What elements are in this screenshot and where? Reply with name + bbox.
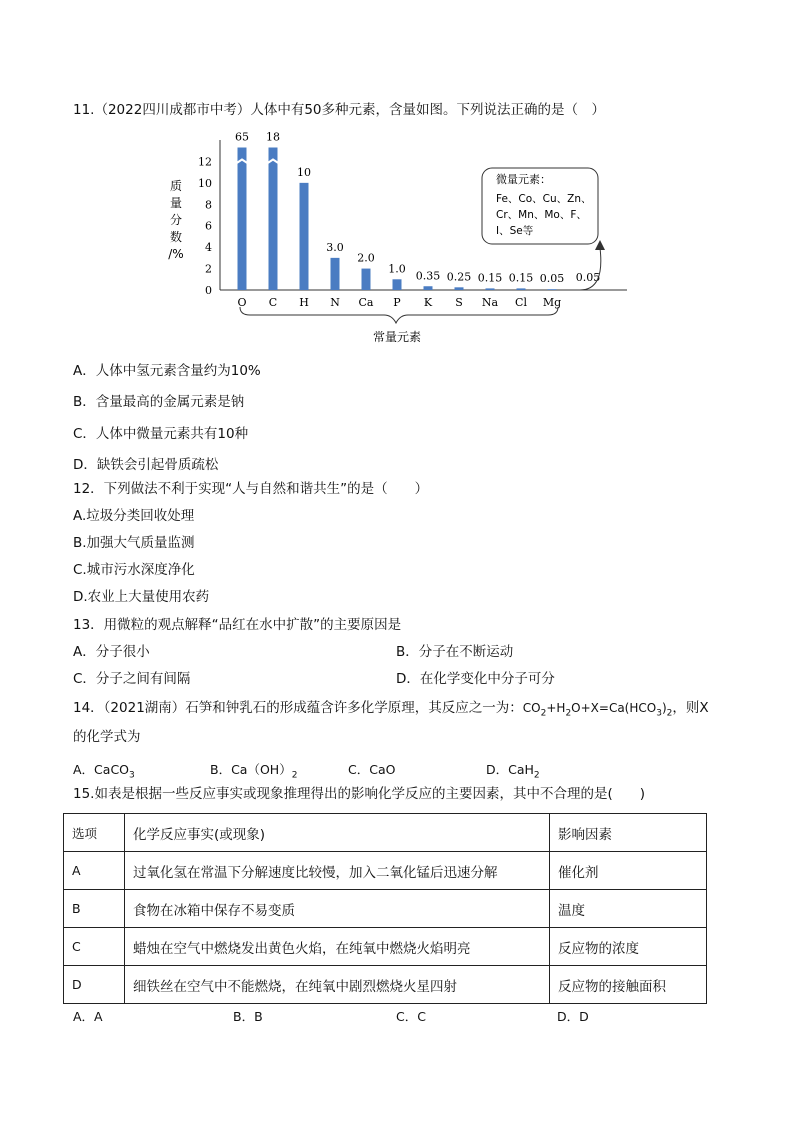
- extra-data-label: 0.05: [575, 271, 601, 284]
- y-tick-label-5: 10: [198, 176, 212, 190]
- q13-stem: 13．用微粒的观点解释“品红在水中扩散”的主要原因是: [73, 617, 402, 633]
- q15-table: [63, 813, 707, 1004]
- table-header-row: [64, 814, 707, 852]
- bar-S: [455, 287, 464, 290]
- q15-option-d: D．D: [557, 1009, 589, 1024]
- element-content-chart: [160, 130, 640, 350]
- bar-Na: [486, 288, 495, 290]
- bar-O: [238, 148, 247, 291]
- q12-option-c: C.城市污水深度净化: [73, 562, 195, 578]
- callout-arrow-icon: [595, 240, 605, 250]
- q14-stem-post: ，则X: [672, 700, 709, 716]
- data-label-K: 0.35: [415, 269, 441, 283]
- table-row: [64, 928, 707, 966]
- eq-part: ): [661, 701, 667, 715]
- x-tick-label-N: N: [330, 296, 340, 309]
- q14-option-a-text: A．CaCO: [73, 762, 130, 777]
- bar-C: [269, 148, 278, 291]
- eq-sub: 2: [565, 708, 572, 719]
- data-label-Na: 0.15: [477, 271, 503, 285]
- cell-option: B: [64, 890, 125, 928]
- x-tick-label-Ca: Ca: [358, 296, 374, 309]
- y-label-char-2: 分: [169, 213, 183, 227]
- x-tick-label-K: K: [423, 296, 433, 309]
- cell-factor: 反应物的接触面积: [550, 966, 707, 1004]
- bar-H: [300, 183, 309, 290]
- cell-option: A: [64, 852, 125, 890]
- cell-factor: 反应物的浓度: [550, 928, 707, 966]
- q11-option-d: D．缺铁会引起骨质疏松: [73, 457, 219, 473]
- cell-fact: 蜡烛在空气中燃烧发出黄色火焰，在纯氧中燃烧火焰明亮: [125, 928, 550, 966]
- cell-option: D: [64, 966, 125, 1004]
- y-tick-label-3: 6: [205, 219, 212, 233]
- bar-Mg: [548, 289, 557, 290]
- x-tick-label-P: P: [393, 296, 401, 309]
- q14-equation: [522, 701, 673, 719]
- bar-Cl: [517, 288, 526, 290]
- q14-stem: [73, 699, 709, 722]
- q13-option-b: B．分子在不断运动: [396, 644, 514, 660]
- data-label-P: 1.0: [388, 262, 406, 276]
- q14-option-d: [486, 760, 540, 781]
- y-tick-label-6: 12: [198, 155, 212, 169]
- q13-option-a: A．分子很小: [73, 644, 150, 660]
- q14-option-a: [73, 760, 135, 781]
- q14-option-d-text: D．CaH: [486, 762, 534, 777]
- table-row: [64, 890, 707, 928]
- q14-option-d-sub: 2: [533, 770, 540, 781]
- cell-fact: 食物在冰箱中保存不易变质: [125, 890, 550, 928]
- q14-option-b: [210, 760, 297, 781]
- cell-fact: 过氧化氢在常温下分解速度比较慢，加入二氧化锰后迅速分解: [125, 852, 550, 890]
- y-axis-ticks: [198, 155, 212, 297]
- data-label-N: 3.0: [326, 240, 344, 254]
- y-axis-label: [168, 178, 183, 261]
- cell-fact: 细铁丝在空气中不能燃烧，在纯氧中剧烈燃烧火星四射: [125, 966, 550, 1004]
- q15-option-c: C．C: [396, 1009, 426, 1024]
- q15-option-a: A．A: [73, 1009, 103, 1024]
- header-factor: 影响因素: [550, 814, 707, 852]
- q15-stem: 15.如表是根据一些反应事实或现象推理得出的影响化学反应的主要因素，其中不合理的是( ): [73, 786, 646, 802]
- header-fact: 化学反应事实(或现象): [125, 814, 550, 852]
- q13-option-c: C．分子之间有间隔: [73, 671, 191, 687]
- y-tick-label-2: 4: [205, 241, 212, 255]
- x-tick-label-O: O: [237, 296, 247, 309]
- cell-factor: 催化剂: [550, 852, 707, 890]
- q11-option-a: A．人体中氢元素含量约为10%: [73, 363, 261, 379]
- callout-line-1: Fe、Co、Cu、Zn、: [496, 193, 592, 205]
- eq-sub: 2: [666, 708, 673, 719]
- q12-option-b: B.加强大气质量监测: [73, 535, 195, 551]
- cell-factor: 温度: [550, 890, 707, 928]
- bar-Ca: [362, 269, 371, 290]
- cell-option: C: [64, 928, 125, 966]
- eq-part: O+X=Ca(HCO: [571, 701, 657, 715]
- q12-option-a: A.垃圾分类回收处理: [73, 508, 195, 524]
- eq-part: +H: [546, 701, 566, 715]
- y-tick-label-0: 0: [205, 284, 212, 297]
- bar-N: [331, 258, 340, 290]
- x-tick-label-Na: Na: [481, 296, 499, 309]
- y-label-char-4: /%: [168, 247, 184, 261]
- q12-stem: 12．下列做法不利于实现“人与自然和谐共生”的是（ ）: [73, 481, 429, 497]
- y-tick-label-1: 2: [205, 262, 212, 276]
- q14-stem-pre: 14．（2021湖南）石笋和钟乳石的形成蕴含许多化学原理，其反应之一为：: [73, 700, 523, 716]
- eq-sub: 2: [540, 708, 547, 719]
- x-tick-label-Mg: Mg: [542, 296, 562, 309]
- callout-line-2: Cr、Mn、Mo、F、: [496, 209, 587, 221]
- callout-line-3: I、Se等: [496, 225, 534, 237]
- x-tick-label-S: S: [455, 296, 463, 309]
- x-tick-label-H: H: [299, 296, 309, 309]
- data-label-Mg: 0.05: [539, 272, 565, 286]
- q14-option-b-text: B．Ca（OH）: [210, 762, 292, 777]
- data-label-C: 18: [266, 130, 280, 144]
- data-label-H: 10: [297, 165, 311, 179]
- x-tick-label-Cl: Cl: [515, 296, 527, 309]
- q15-option-b: B．B: [233, 1009, 263, 1024]
- data-label-S: 0.25: [446, 270, 472, 284]
- y-label-char-3: 数: [169, 230, 183, 244]
- q11-stem: 11.（2022四川成都市中考）人体中有50多种元素，含量如图。下列说法正确的是（ ）: [73, 102, 606, 118]
- bracket-label: 常量元素: [372, 330, 422, 344]
- q14-option-b-sub: 2: [291, 770, 298, 781]
- data-label-Ca: 2.0: [357, 251, 375, 265]
- q13-option-d: D．在化学变化中分子可分: [396, 671, 555, 687]
- y-label-char-1: 量: [169, 196, 183, 210]
- data-label-O: 65: [235, 130, 249, 144]
- eq-sub: 3: [656, 708, 662, 719]
- q11-option-b: B．含量最高的金属元素是钠: [73, 394, 245, 410]
- bar-K: [424, 286, 433, 290]
- eq-part: CO: [522, 701, 541, 715]
- y-label-char-0: 质: [169, 179, 183, 193]
- q14-option-c: C．CaO: [348, 762, 396, 777]
- data-label-Cl: 0.15: [508, 271, 534, 285]
- x-axis-labels: [237, 296, 561, 309]
- x-tick-label-C: C: [268, 296, 278, 309]
- q14-option-a-sub: 3: [129, 770, 135, 781]
- table-row: [64, 966, 707, 1004]
- q11-option-c: C．人体中微量元素共有10种: [73, 426, 249, 442]
- q14-stem-line2: 的化学式为: [73, 729, 141, 745]
- callout-title: 微量元素：: [496, 173, 551, 186]
- header-option: 选项: [64, 814, 125, 852]
- table-row: [64, 852, 707, 890]
- y-tick-label-4: 8: [205, 198, 212, 212]
- constant-elements-bracket: [240, 307, 558, 323]
- bar-P: [393, 279, 402, 290]
- q12-option-d: D.农业上大量使用农药: [73, 589, 210, 605]
